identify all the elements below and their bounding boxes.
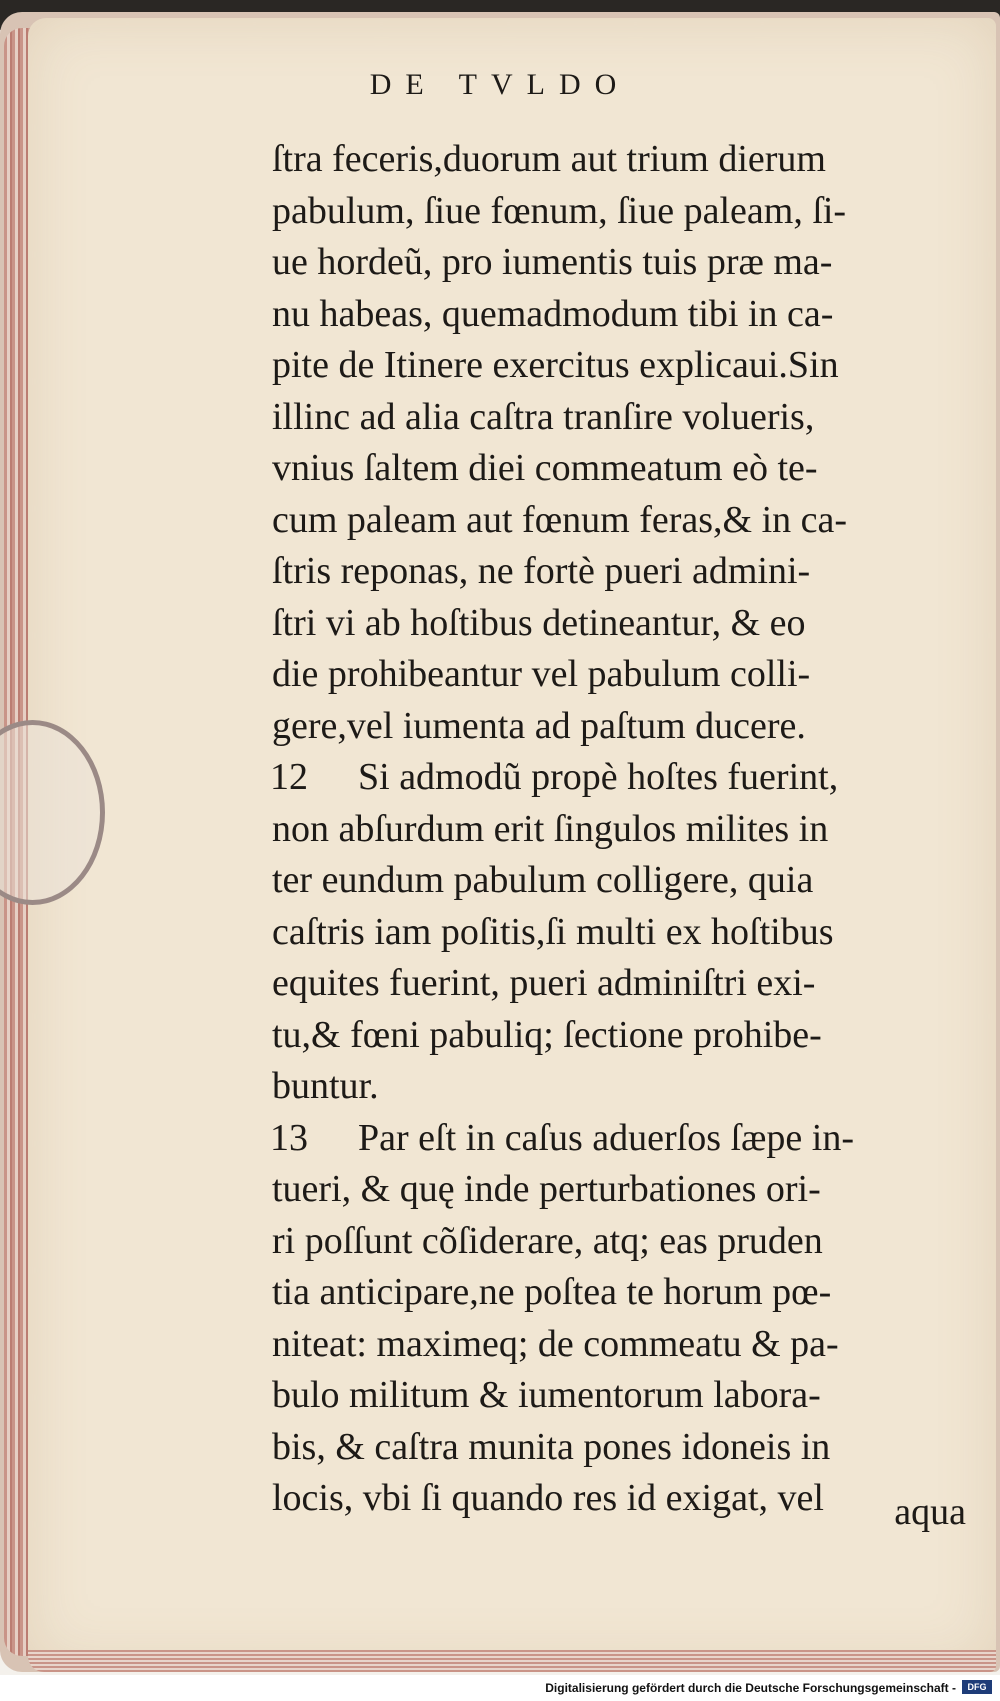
text-line-content: ſtri vi ab hoſtibus detineantur, & eo bbox=[272, 601, 806, 644]
section-number: 13 bbox=[270, 1116, 308, 1159]
text-line bbox=[272, 340, 972, 392]
text-line bbox=[272, 443, 972, 495]
text-line bbox=[272, 598, 972, 650]
text-line-content: illinc ad alia caſtra tranſire volueris, bbox=[272, 395, 815, 438]
text-line bbox=[272, 752, 972, 804]
footer-credit: Digitalisierung gefördert durch die Deutsche Forschungsgemeinschaft - bbox=[545, 1681, 956, 1695]
running-head: DE TVLDO bbox=[369, 68, 631, 101]
text-line-content: ter eundum pabulum colligere, quia bbox=[272, 859, 814, 901]
text-line-content: Si admodũ propè hoſtes fuerint, bbox=[358, 756, 839, 798]
text-line-content: niteat: maximeq; de commeatu & pa- bbox=[272, 1322, 839, 1365]
text-line bbox=[272, 1113, 972, 1165]
text-line bbox=[272, 1473, 972, 1525]
text-line bbox=[272, 1216, 972, 1268]
text-line-content: tueri, & quę inde perturbationes ori- bbox=[272, 1168, 821, 1210]
text-line bbox=[272, 546, 972, 598]
text-line bbox=[272, 649, 972, 701]
text-line bbox=[272, 1267, 972, 1319]
text-line bbox=[272, 907, 972, 959]
text-line-content: pite de Itinere exercitus explicaui.Sin bbox=[272, 344, 839, 386]
footer bbox=[0, 1675, 1000, 1701]
text-line bbox=[272, 495, 972, 547]
text-line-content: caſtris iam poſitis,ſi multi ex hoſtibus bbox=[272, 910, 834, 953]
page-edges-bottom bbox=[28, 1650, 996, 1672]
text-line-content: vnius ſaltem diei commeatum eò te- bbox=[272, 447, 818, 489]
text-line bbox=[272, 186, 972, 238]
text-line bbox=[272, 1319, 972, 1371]
text-line-content: tu,& fœni pabuliq; ſectione prohibe- bbox=[272, 1013, 822, 1056]
text-line bbox=[272, 1164, 972, 1216]
text-line-content: ſtra feceris,duorum aut trium dierum bbox=[272, 138, 826, 180]
text-line-content: gere,vel iumenta ad paſtum ducere. bbox=[272, 704, 806, 747]
text-line-content: equites fuerint, pueri adminiſtri exi- bbox=[272, 962, 816, 1004]
text-line bbox=[272, 1061, 972, 1113]
catchword: aqua bbox=[894, 1491, 966, 1533]
text-line bbox=[272, 392, 972, 444]
text-line bbox=[272, 804, 972, 856]
text-line bbox=[272, 701, 972, 753]
text-line bbox=[272, 855, 972, 907]
text-line bbox=[272, 1370, 972, 1422]
text-line-content: pabulum, ſiue fœnum, ſiue paleam, ſi- bbox=[272, 189, 847, 232]
dfg-logo: DFG bbox=[962, 1680, 992, 1694]
text-line-content: non abſurdum erit ſingulos milites in bbox=[272, 807, 829, 850]
text-line bbox=[272, 1422, 972, 1474]
page-text bbox=[272, 134, 972, 1525]
text-line bbox=[272, 237, 972, 289]
text-line-content: ri poſſunt cõſiderare, atq; eas pruden bbox=[272, 1219, 823, 1262]
text-line bbox=[272, 289, 972, 341]
text-line-content: bis, & caſtra munita pones idoneis in bbox=[272, 1425, 831, 1468]
text-line-content: locis, vbi ſi quando res id exigat, vel bbox=[272, 1477, 824, 1519]
text-line-content: ſtris reponas, ne fortè pueri admini- bbox=[272, 550, 811, 592]
text-line-content: ue hordeũ, pro iumentis tuis præ ma- bbox=[272, 241, 833, 283]
text-line bbox=[272, 1010, 972, 1062]
text-line bbox=[272, 958, 972, 1010]
text-line-content: nu habeas, quemadmodum tibi in ca- bbox=[272, 292, 834, 335]
text-line-content: Par eſt in caſus aduerſos ſæpe in- bbox=[358, 1116, 854, 1159]
text-line-content: tia anticipare,ne poſtea te horum pœ- bbox=[272, 1271, 832, 1313]
section-number: 12 bbox=[270, 756, 308, 798]
text-line-content: cum paleam aut fœnum feras,& in ca- bbox=[272, 498, 848, 541]
text-line bbox=[272, 134, 972, 186]
text-line-content: die prohibeantur vel pabulum colli- bbox=[272, 653, 811, 695]
text-line-content: buntur. bbox=[272, 1065, 379, 1107]
text-line-content: bulo militum & iumentorum labora- bbox=[272, 1374, 821, 1416]
